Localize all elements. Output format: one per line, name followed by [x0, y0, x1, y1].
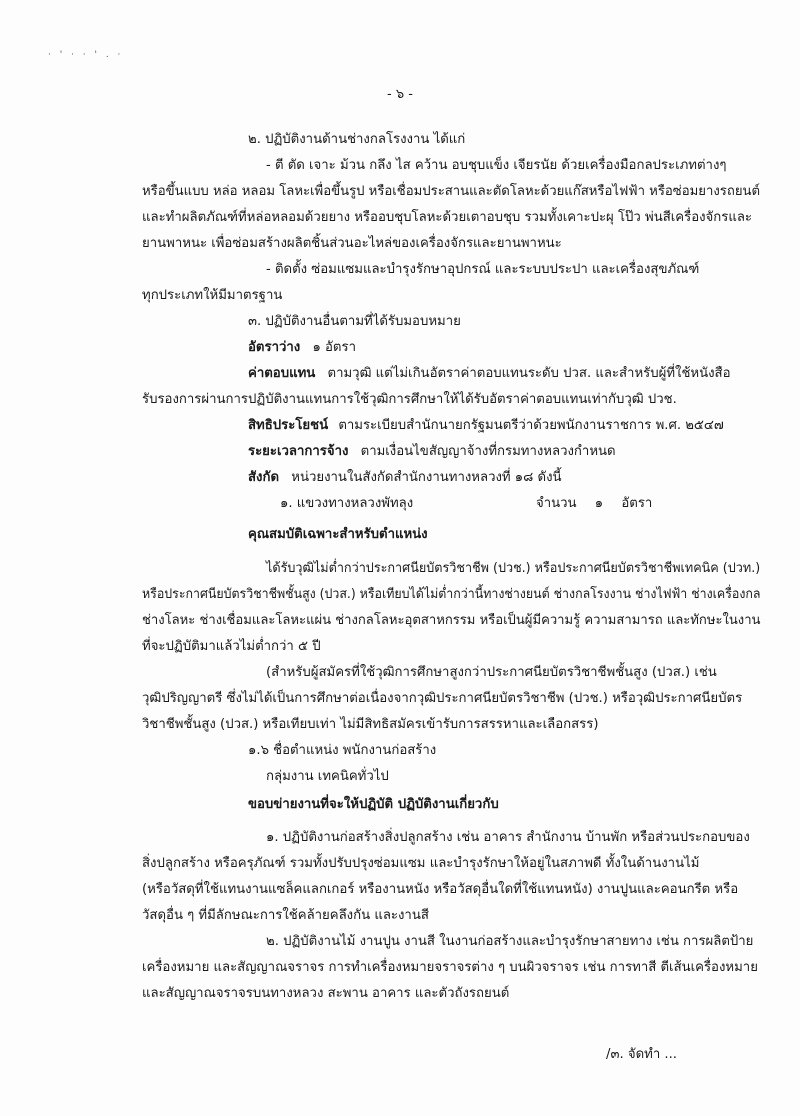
continuation-marker: /๓. จัดทำ ... [606, 1047, 677, 1062]
section2-bullet1-line4: ยานพาหนะ เพื่อซ่อมสร้างผลิตชิ้นส่วนอะไหล่ของเครื่องจักรและยานพาหนะ [142, 236, 562, 251]
scope-item1-line3: (หรือวัสดุที่ใช้แทนงานแซล็คแลกเกอร์ หรืองานหนัง หรือวัสดุอื่นใดที่ใช้แทนหนัง) งานปูนและคอนกรีต หรือ [142, 882, 739, 897]
benefits [248, 417, 724, 435]
qualifications-p1-line4: ที่จะปฏิบัติมาแล้วไม่ต่ำกว่า ๕ ปี [142, 639, 321, 654]
affiliation-count [536, 495, 652, 513]
compensation-text1: ตามวุฒิ แต่ไม่เกินอัตราค่าตอบแทนระดับ ปวส. และสำหรับผู้ที่ใช้หนังสือ [327, 366, 731, 381]
affiliation-value: หน่วยงานในสังกัดสำนักงานทางหลวงที่ ๑๘ ดังนี้ [291, 470, 562, 485]
scope-item2-line1: ๒. ปฏิบัติงานไม้ งานปูน งานสี ในงานก่อสร้างและบำรุงรักษาสายทาง เช่น การผลิตป้าย [266, 934, 754, 949]
compensation-line2: รับรองการผ่านการปฏิบัติงานแทนการใช้วุฒิการศึกษาให้ได้รับอัตราค่าตอบแทนเท่ากับวุฒิ ปวช. [142, 392, 677, 407]
scope-item1-line2: สิ่งปลูกสร้าง หรือครุภัณฑ์ รวมทั้งปรับปรุงซ่อมแซม และบำรุงรักษาให้อยู่ในสภาพดี ทั้งในด้านงานไม้ [142, 856, 700, 871]
section2-bullet1-line2: หรือขึ้นแบบ หล่อ หลอม โลหะเพื่อขึ้นรูป หรือเชื่อมประสานและตัดโลหะด้วยแก๊สหรือไฟฟ้า หรือซ่อมยางรถยนต์ [142, 184, 761, 199]
section2-bullet2-line2: ทุกประเภทให้มีมาตรฐาน [142, 288, 283, 303]
section3: ๓. ปฏิบัติงานอื่นตามที่ได้รับมอบหมาย [248, 314, 461, 329]
count-label: จำนวน [536, 496, 577, 511]
compensation-line1 [248, 365, 731, 383]
scope-item2-line3: และสัญญาณจราจรบนทางหลวง สะพาน อาคาร และตัวถังรถยนต์ [142, 986, 510, 1001]
period-value: ตามเงื่อนไขสัญญาจ้างที่กรมทางหลวงกำหนด [360, 444, 616, 459]
count-unit: อัตรา [621, 496, 653, 511]
section2-bullet1-line3: และทำผลิตภัณฑ์ที่หล่อหลอมด้วยยาง หรืออบชุบโลหะด้วยเตาอบชุบ รวมทั้งเคาะปะผุ โป๊ว พ่นสีเครื่องจักรและ [142, 210, 753, 225]
benefits-label: สิทธิประโยชน์ [248, 418, 329, 433]
qualifications-p1-line1: ได้รับวุฒิไม่ต่ำกว่าประกาศนียบัตรวิชาชีพ (ปวช.) หรือประกาศนียบัตรวิชาชีพเทคนิค (ปวท.) [266, 561, 761, 576]
qualifications-p1-line2: หรือประกาศนียบัตรวิชาชีพชั้นสูง (ปวส.) หรือเทียบได้ไม่ต่ำกว่านี้ทางช่างยนต์ ช่างกลโรงงาน ช่างไฟฟ้า ช่างเครื่องกล [142, 587, 761, 602]
position-title: ๑.๖ ชื่อตำแหน่ง พนักงานก่อสร้าง [248, 743, 437, 758]
section2-bullet2-line1: - ติดตั้ง ซ่อมแซมและบำรุงรักษาอุปกรณ์ และระบบประปา และเครื่องสุขภัณฑ์ [266, 262, 700, 277]
qualifications-p2-line3: วิชาชีพชั้นสูง (ปวส.) หรือเทียบเท่า ไม่มีสิทธิสมัครเข้ารับการสรรหาและเลือกสรร) [142, 717, 599, 732]
scan-artifact: · ' · · ' . · [48, 50, 124, 60]
qualifications-p2-line1: (สำหรับผู้สมัครที่ใช้วุฒิการศึกษาสูงกว่าประกาศนียบัตรวิชาชีพชั้นสูง (ปวส.) เช่น [266, 665, 717, 680]
scope-item2-line2: เครื่องหมาย และสัญญาณจราจร การทำเครื่องหมายจราจรต่าง ๆ บนผิวจราจร เช่น การทาสี ตีเส้นเครื่องหมาย [142, 960, 758, 975]
qualifications-p2-line2: วุฒิปริญญาตรี ซึ่งไม่ได้เป็นการศึกษาต่อเนื่องจากวุฒิประกาศนียบัตรวิชาชีพ (ปวช.) หรือวุฒิประกาศนียบัตร [142, 691, 743, 706]
affiliation-label: สังกัด [248, 470, 280, 485]
scope-heading: ขอบข่ายงานที่จะให้ปฏิบัติ ปฏิบัติงานเกี่ยวกับ [248, 797, 499, 812]
position-group: กลุ่มงาน เทคนิคทั่วไป [266, 769, 389, 784]
section2-heading: ๒. ปฏิบัติงานด้านช่างกลโรงงาน ได้แก่ [248, 132, 466, 147]
period-label: ระยะเวลาการจ้าง [248, 444, 349, 459]
affiliation-unit: ๑. แขวงทางหลวงพัทลุง [280, 496, 414, 511]
benefits-value: ตามระเบียบสำนักนายกรัฐมนตรีว่าด้วยพนักงานราชการ พ.ศ. ๒๕๔๗ [338, 418, 724, 433]
qualifications-heading: คุณสมบัติเฉพาะสำหรับตำแหน่ง [248, 527, 428, 542]
affiliation [248, 469, 562, 487]
count-value: ๑ [594, 496, 604, 511]
employment-period [248, 443, 616, 461]
page-number: - ๖ - [387, 87, 413, 102]
qualifications-p1-line3: ช่างโลหะ ช่างเชื่อมและโลหะแผ่น ช่างกลโลหะอุตสาหกรรม หรือเป็นผู้มีความรู้ ความสามารถ และทักษะในงาน [142, 613, 761, 628]
compensation-label: ค่าตอบแทน [248, 366, 316, 381]
section2-bullet1-line1: - ตี ตัด เจาะ ม้วน กลึง ไส คว้าน อบชุบแข็ง เจียรนัย ด้วยเครื่องมือกลประเภทต่างๆ [266, 158, 727, 173]
vacancy-value: ๑ อัตรา [312, 340, 356, 355]
scope-item1-line4: วัสดุอื่น ๆ ที่มีลักษณะการใช้คล้ายคลึงกัน และงานสี [142, 908, 429, 923]
vacancy [248, 339, 356, 357]
scope-item1-line1: ๑. ปฏิบัติงานก่อสร้างสิ่งปลูกสร้าง เช่น อาคาร สำนักงาน บ้านพัก หรือส่วนประกอบของ [266, 830, 750, 845]
vacancy-label: อัตราว่าง [248, 340, 301, 355]
